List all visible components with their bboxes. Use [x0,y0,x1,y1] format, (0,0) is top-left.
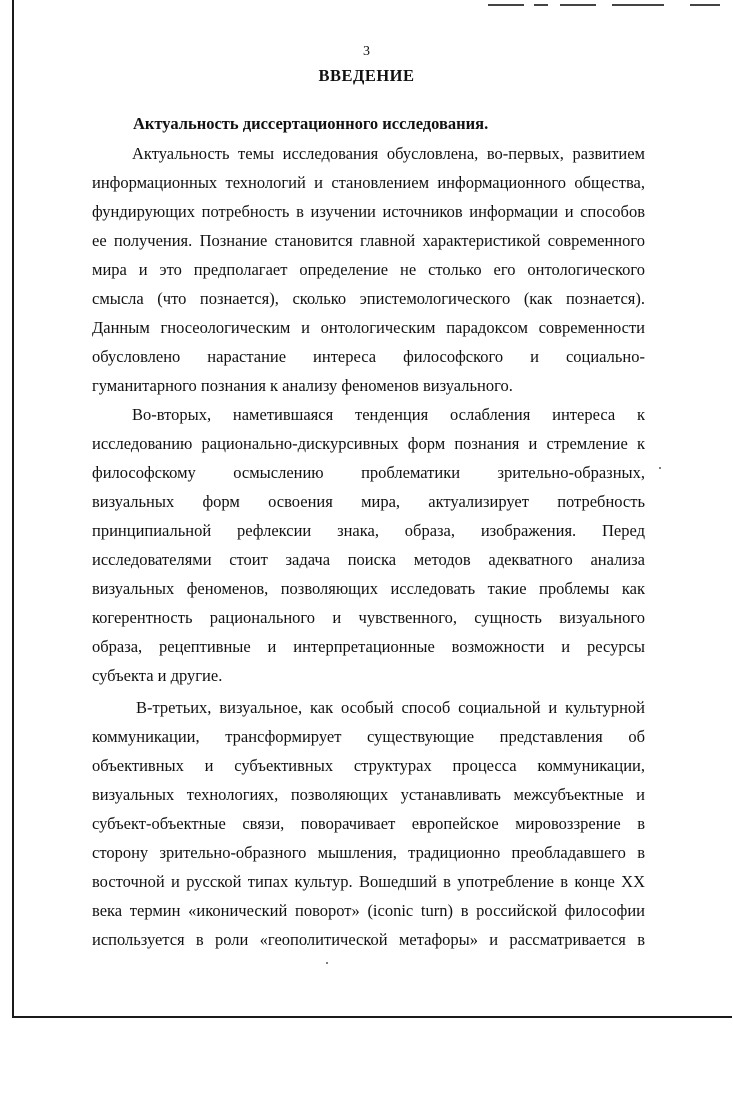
text-line: коммуникации, трансформирует существующие представления об [92,727,645,746]
text-line: визуальных форм освоения мира, актуализирует потребность [92,492,645,511]
scan-mark [612,4,664,6]
section-subheading: Актуальность диссертационного исследования. [133,114,489,133]
scan-speck [326,962,328,964]
text-line: века термин «иконический поворот» (iconic turn) в российской философии [92,901,645,920]
text-line: восточной и русской типах культур. Вошедший в употребление в конце XX [92,872,645,891]
text-line: мира и это предполагает определение не столько его онтологического [92,260,645,279]
text-line: фундирующих потребность в изучении источников информации и способов [92,202,645,221]
text-line: принципиальной рефлексии знака, образа, изображения. Перед [92,521,645,540]
text-line: исследователями стоит задача поиска методов адекватного анализа [92,550,645,569]
scan-mark [560,4,596,6]
text-line: Актуальность темы исследования обусловлена, во-первых, развитием [132,144,645,163]
text-line: гуманитарного познания к анализу феноменов визуального. [92,376,513,395]
scan-mark [690,4,720,6]
page-title: ВВЕДЕНИЕ [318,66,415,85]
text-line: обусловлено нарастание интереса философского и социально- [92,347,645,366]
text-line: объективных и субъективных структурах процесса коммуникации, [92,756,645,775]
page-number: 3 [363,44,370,59]
text-line: философскому осмыслению проблематики зрительно-образных, [92,463,645,482]
text-line: В-третьих, визуальное, как особый способ социальной и культурной [136,698,645,717]
text-line: ее получения. Познание становится главной характеристикой современного [92,231,645,250]
scan-speck [659,467,661,469]
text-line: используется в роли «геополитической метафоры» и рассматривается в [92,930,645,949]
scan-edge-left [12,0,14,1018]
text-line: смысла (что познается), сколько эпистемологического (как познается). [92,289,645,308]
text-line: когерентность рационального и чувственного, сущность визуального [92,608,645,627]
scan-mark [534,4,548,6]
text-line: субъект-объектные связи, поворачивает европейское мировоззрение в [92,814,645,833]
text-line: Данным гносеологическим и онтологическим парадоксом современности [92,318,645,337]
text-line: информационных технологий и становлением информационного общества, [92,173,645,192]
text-line: субъекта и другие. [92,666,223,685]
text-line: Во-вторых, наметившаяся тенденция ослабления интереса к [132,405,645,424]
text-line: образа, рецептивные и интерпретационные возможности и ресурсы [92,637,645,656]
text-line: визуальных технологиях, позволяющих устанавливать межсубъектные и [92,785,645,804]
scan-mark [488,4,524,6]
text-line: визуальных феноменов, позволяющих исследовать такие проблемы как [92,579,645,598]
scan-edge-bottom [12,1016,732,1018]
text-line: сторону зрительно-образного мышления, традиционно преобладавшего в [92,843,645,862]
text-line: исследованию рационально-дискурсивных форм познания и стремление к [92,434,645,453]
